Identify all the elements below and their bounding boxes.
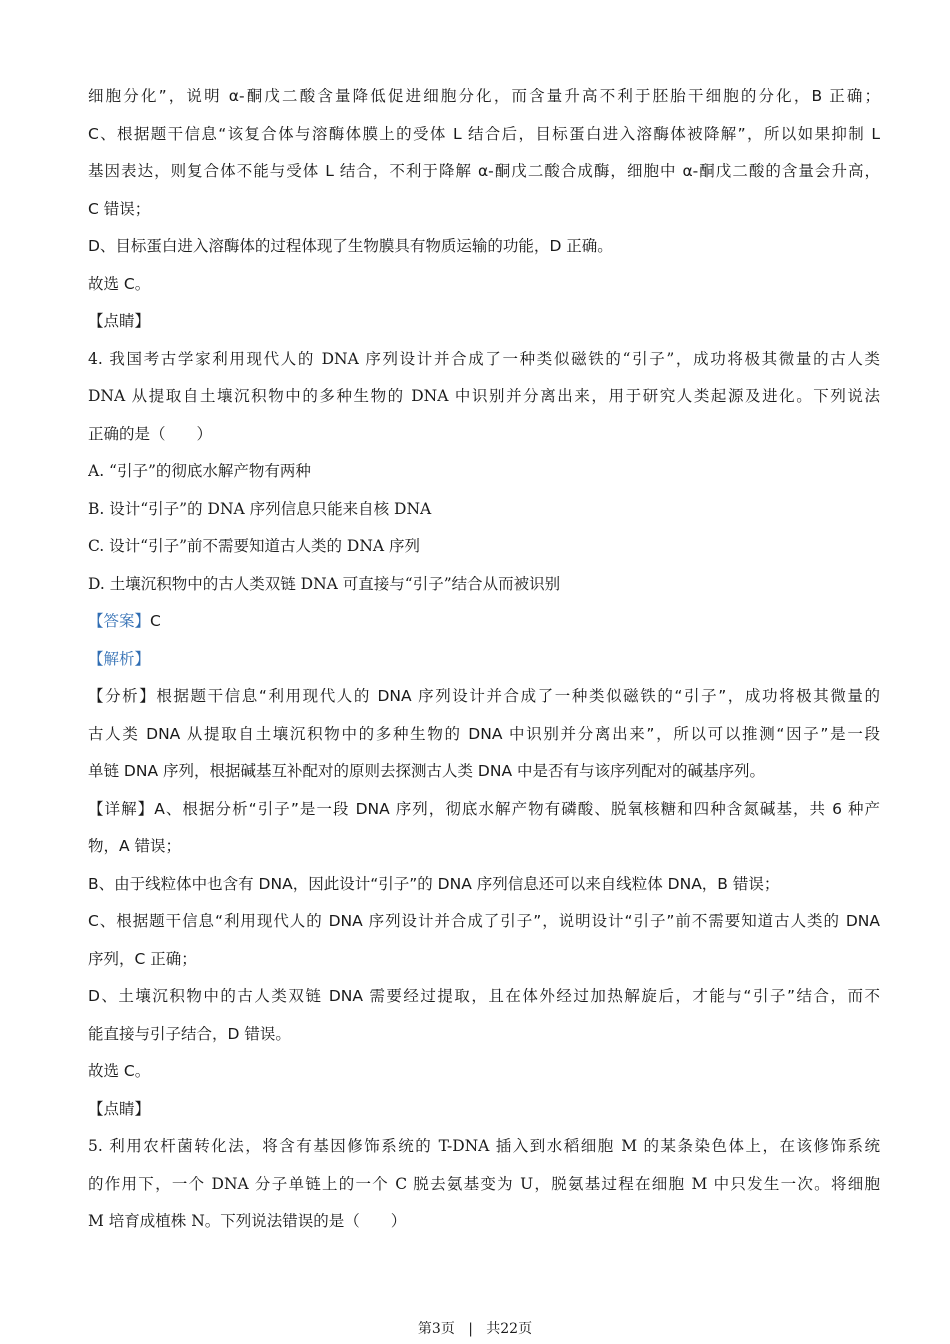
analysis-tag: 【解析】 [88,649,151,668]
text-line: 能直接与引子结合，D 错误。 [88,1024,291,1043]
text-line: 【详解】A、根据分析“引子”是一段 DNA 序列，彻底水解产物有磷酸、脱氧核糖和四种含氮碱基，共 6 种产 [88,799,880,818]
text-line: B、由于线粒体中也含有 DNA，因此设计“引子”的 DNA 序列信息还可以来自线粒体 DNA，B 错误； [88,874,780,893]
question-4-stem: DNA 从提取自土壤沉积物中的多种生物的 DNA 中识别并分离出来，用于研究人类起源及进化。下列说法 [88,387,880,405]
question-4-stem: 4. 我国考古学家利用现代人的 DNA 序列设计并合成了一种类似磁铁的“引子”，成功将极其微量的古人类 [88,349,880,368]
text-line: 序列，C 正确； [88,949,197,968]
text-line: 物，A 错误； [88,837,182,855]
text-line: C 错误； [88,199,151,218]
answer-tag: 【答案】 [88,612,151,630]
option-d: D. 土壤沉积物中的古人类双链 DNA 可直接与“引子”结合从而被识别 [88,574,561,593]
question-5-stem: M 培育成植株 N。下列说法错误的是（ ） [88,1212,407,1230]
page-footer [0,1318,950,1338]
text-line: 细胞分化”，说明 α-酮戊二酸含量降低促进细胞分化，而含量升高不利于胚胎干细胞的分化，B 正确； [88,87,880,105]
text-line: 故选 C。 [88,1062,151,1080]
option-b: B. 设计“引子”的 DNA 序列信息只能来自核 DNA [88,499,432,518]
section-tag-dianjing: 【点睛】 [88,312,151,330]
option-c: C. 设计“引子”前不需要知道古人类的 DNA 序列 [88,537,421,555]
text-line: 单链 DNA 序列，根据碱基互补配对的原则去探测古人类 DNA 中是否有与该序列配对的碱基序列。 [88,762,765,780]
page-current: 第3页 [417,1321,455,1337]
question-5-stem: 5. 利用农杆菌转化法，将含有基因修饰系统的 T-DNA 插入到水稻细胞 M 的某条染色体上，在该修饰系统 [88,1137,880,1155]
text-line: C、根据题干信息“利用现代人的 DNA 序列设计并合成了引子”，说明设计“引子”前不需要知道古人类的 DNA [88,912,880,930]
question-4-stem: 正确的是（ ） [88,424,213,443]
question-5-stem: 的作用下，一个 DNA 分子单链上的一个 C 脱去氨基变为 U，脱氨基过程在细胞 M 中只发生一次。将细胞 [88,1174,880,1193]
page-total: 共22页 [486,1321,533,1337]
page-separator: | [468,1321,473,1337]
option-a: A. “引子”的彻底水解产物有两种 [88,462,311,480]
text-line: D、土壤沉积物中的古人类双链 DNA 需要经过提取，且在体外经过加热解旋后，才能与“引子”结合，而不 [88,987,880,1005]
section-tag-dianjing: 【点睛】 [88,1099,151,1118]
text-line: D、目标蛋白进入溶酶体的过程体现了生物膜具有物质运输的功能，D 正确。 [88,237,613,255]
text-line: 古人类 DNA 从提取自土壤沉积物中的多种生物的 DNA 中识别并分离出来”，所以可以推测“因子”是一段 [88,724,880,743]
document-body [88,78,880,1241]
text-line: 故选 C。 [88,274,151,293]
answer-line [88,603,880,641]
text-line: 【分析】根据题干信息“利用现代人的 DNA 序列设计并合成了一种类似磁铁的“引子”，成功将极其微量的 [88,687,880,705]
answer-value: C [150,612,161,630]
text-line: 基因表达，则复合体不能与受体 L 结合，不利于降解 α-酮戊二酸合成酶，细胞中 α-酮戊二酸的含量会升高， [88,162,880,180]
text-line: C、根据题干信息“该复合体与溶酶体膜上的受体 L 结合后，目标蛋白进入溶酶体被降解”，所以如果抑制 L [88,124,880,143]
